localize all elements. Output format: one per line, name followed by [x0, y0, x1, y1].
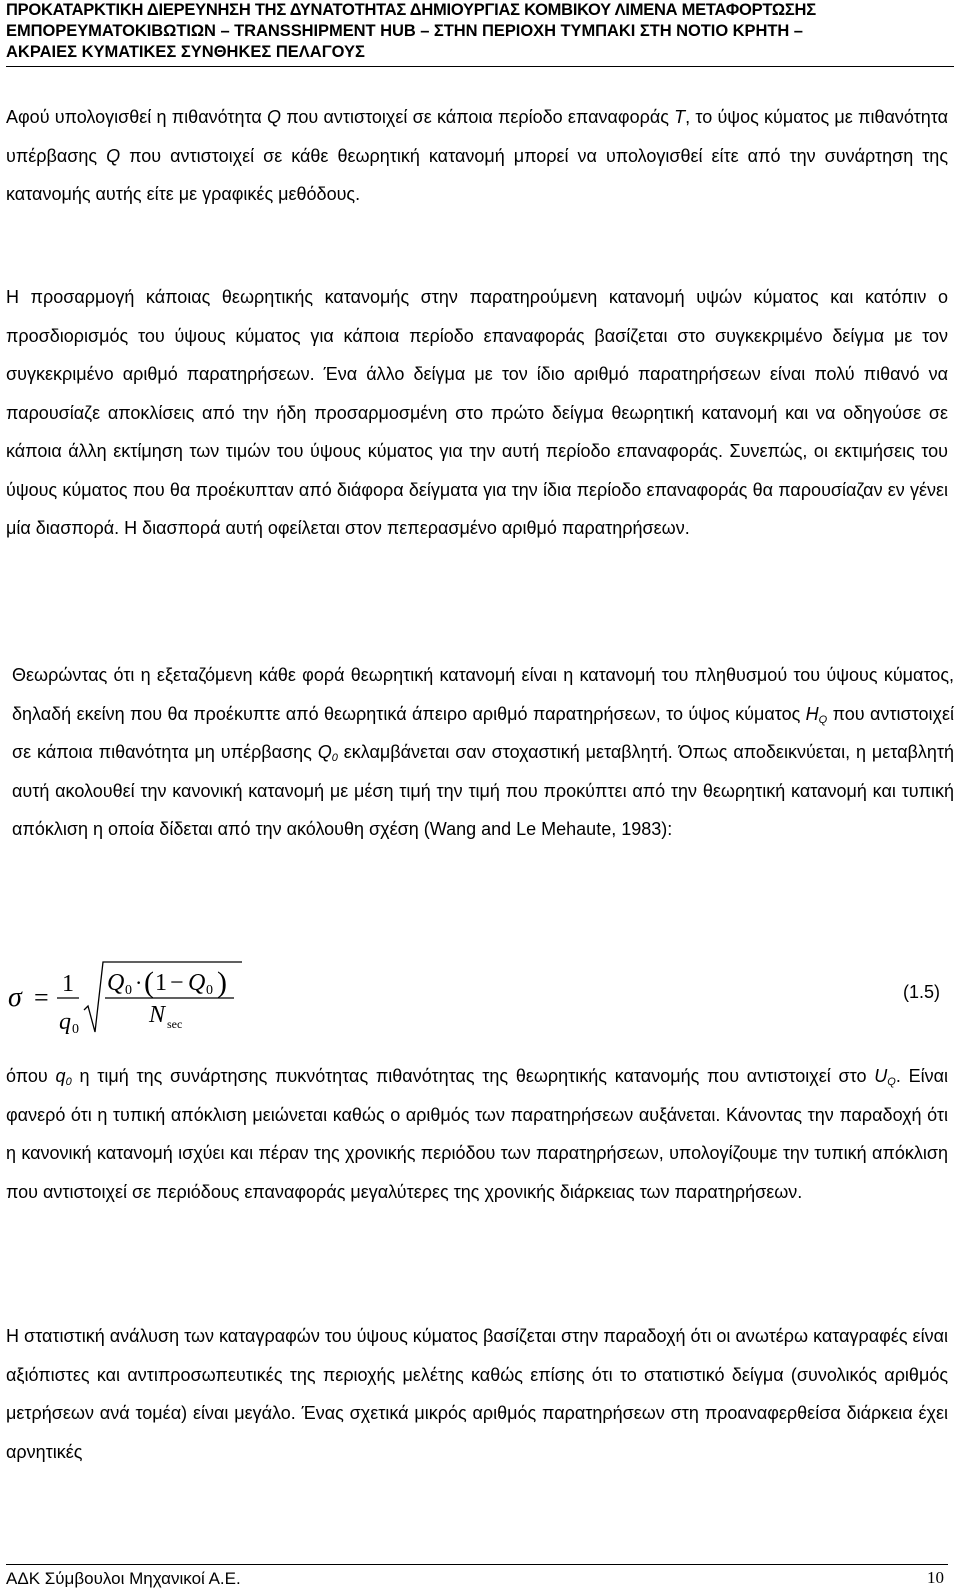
symbol-q0: q [55, 1066, 66, 1086]
svg-text:(: ( [144, 966, 154, 999]
symbol-Q: Q [266, 107, 281, 127]
svg-text:=: = [34, 983, 49, 1012]
symbol-Q0: Q [317, 742, 332, 762]
running-header [6, 0, 954, 67]
page-footer [6, 1564, 948, 1593]
symbol-T: T [674, 107, 686, 127]
header-line-2: ΕΜΠΟΡΕΥΜΑΤΟΚΙΒΩΤΙΩΝ – TRANSSHIPMENT HUB – ΣΤΗΝ ΠΕΡΙΟΧΗ ΤΥΜΠΑΚΙ ΣΤΗ ΝΟΤΙΟ ΚΡΗΤΗ – [6, 22, 803, 40]
svg-text:σ: σ [8, 982, 22, 1013]
paragraph-1: Αφού υπολογισθεί η πιθανότητα Q που αντιστοιχεί σε κάποια περίοδο επαναφοράς T, το ύψος κύματος με πιθανότητα υπέρβασης Q που αντιστοιχεί σε κάθε θεωρητική κατανομή μπορεί να υπολογισθεί είτε από την συνάρτηση της κατανομής αυτής είτε με γραφικές μεθόδους. [6, 107, 949, 204]
equation-1-5 [6, 950, 948, 1042]
footer-company: ΑΔΚ Σύμβουλοι Μηχανικοί Α.Ε. [6, 1569, 241, 1588]
svg-text:sec: sec [167, 1017, 183, 1031]
page-number: 10 [927, 1568, 944, 1587]
header-line-1: ΠΡΟΚΑΤΑΡΚΤΙΚΗ ΔΙΕΡΕΥΝΗΣΗ ΤΗΣ ΔΥΝΑΤΟΤΗΤΑΣ ΔΗΜΙΟΥΡΓΙΑΣ ΚΟΜΒΙΚΟΥ ΛΙΜΕΝΑ ΜΕΤΑΦΟΡΤΩΣΗΣ [6, 1, 816, 19]
svg-text:1: 1 [62, 971, 74, 997]
paragraph-4: όπου $q_0$ η τιμή της συνάρτησης πυκνότητας πιθανότητας της θεωρητικής κατανομής που αντιστοιχεί στο $U_Q$. Είναι φανερό ότι η τυπική απόκλιση μειώνεται καθώς ο αριθμός των παρατηρήσεων αυξάνεται. Κάνοντας την παραδοχή ότι η κανονική κατανομή ισχύει και πέραν της χρονικής περιόδου των παρατηρήσεων, υπολογίζουμε την τυπική απόκλιση που αντιστοιχεί σε περιόδους επαναφοράς μεγαλύτερες της χρονικής διάρκειας των παρατηρήσεων. [6, 1066, 948, 1202]
svg-text:0: 0 [72, 1022, 79, 1037]
svg-text:0: 0 [206, 983, 213, 998]
svg-text:): ) [217, 966, 227, 999]
symbol-Q: Q [106, 145, 121, 166]
svg-text:q: q [59, 1009, 71, 1035]
svg-text:−: − [170, 970, 184, 996]
symbol-UQ: U [874, 1066, 888, 1086]
paragraph-3: Θεωρώντας ότι η εξεταζόμενη κάθε φορά θεωρητική κατανομή είναι η κατανομή του πληθυσμού του ύψους κύματος, δηλαδή εκείνη που θα προέκυπτε από θεωρητικά άπειρο αριθμό παρατηρήσεων, το ύψος κύματος $H_Q$ που αντιστοιχεί σε κάποια πιθανότητα μη υπέρβασης $Q_0$ εκλαμβάνεται σαν στοχαστική μεταβλητή. Όπως αποδεικνύεται, η μεταβλητή αυτή ακολουθεί την κανονική κατανομή με μέση τιμή την τιμή που προκύπτει από την θεωρητική κατανομή και τυπική απόκλιση η οποία δίδεται από την ακόλουθη σχέση (Wang and Le Mehaute, 1983): [12, 665, 955, 839]
svg-text:·: · [135, 970, 143, 995]
paragraph-2: Η προσαρμογή κάποιας θεωρητικής κατανομής στην παρατηρούμενη κατανομή υψών κύματος και κατόπιν ο προσδιορισμός του ύψους κύματος για κάποια περίοδο επαναφοράς βασίζεται στο συγκεκριμένο δείγμα με τον συγκεκριμένο αριθμό παρατηρήσεων. Ένα άλλο δείγμα με τον ίδιο αριθμό παρατηρήσεων είναι πολύ πιθανό να παρουσίαζε αποκλίσεις από την ήδη προσαρμοσμένη στο πρώτο δείγμα θεωρητική κατανομή και να οδηγούσε σε κάποια άλλη εκτίμηση των τιμών του ύψους κύματος για την αυτή περίοδο επαναφοράς. Συνεπώς, οι εκτιμήσεις του ύψους κύματος που θα προέκυπταν από διάφορα δείγματα για την ίδια περίοδο επαναφοράς θα παρουσίαζαν εν γένει μία διασπορά. Η διασπορά αυτή οφείλεται στον πεπερασμένο αριθμό παρατηρήσεων. [6, 287, 948, 538]
paragraph-5: Η στατιστική ανάλυση των καταγραφών του ύψους κύματος βασίζεται στην παραδοχή ότι οι ανωτέρω καταγραφές είναι αξιόπιστες και αντιπροσωπευτικές της περιοχής μελέτης καθώς επίσης ότι το στατιστικό δείγμα (συνολικός αριθμός μετρήσεων ανά τομέα) είναι μεγάλο. Ένας σχετικά μικρός αριθμός παρατηρήσεων στη προαναφερθείσα διάρκεια έχει αρνητικές [6, 1326, 948, 1462]
svg-text:0: 0 [125, 983, 132, 998]
svg-text:Q: Q [107, 970, 125, 996]
svg-text:Q: Q [188, 970, 206, 996]
svg-text:1: 1 [155, 970, 167, 996]
header-line-3: ΑΚΡΑΙΕΣ ΚΥΜΑΤΙΚΕΣ ΣΥΝΘΗΚΕΣ ΠΕΛΑΓΟΥΣ [6, 43, 365, 61]
svg-text:N: N [149, 1002, 166, 1028]
equation-formula [6, 950, 306, 1042]
symbol-H: H [805, 703, 819, 724]
equation-number: (1.5) [902, 982, 940, 1002]
